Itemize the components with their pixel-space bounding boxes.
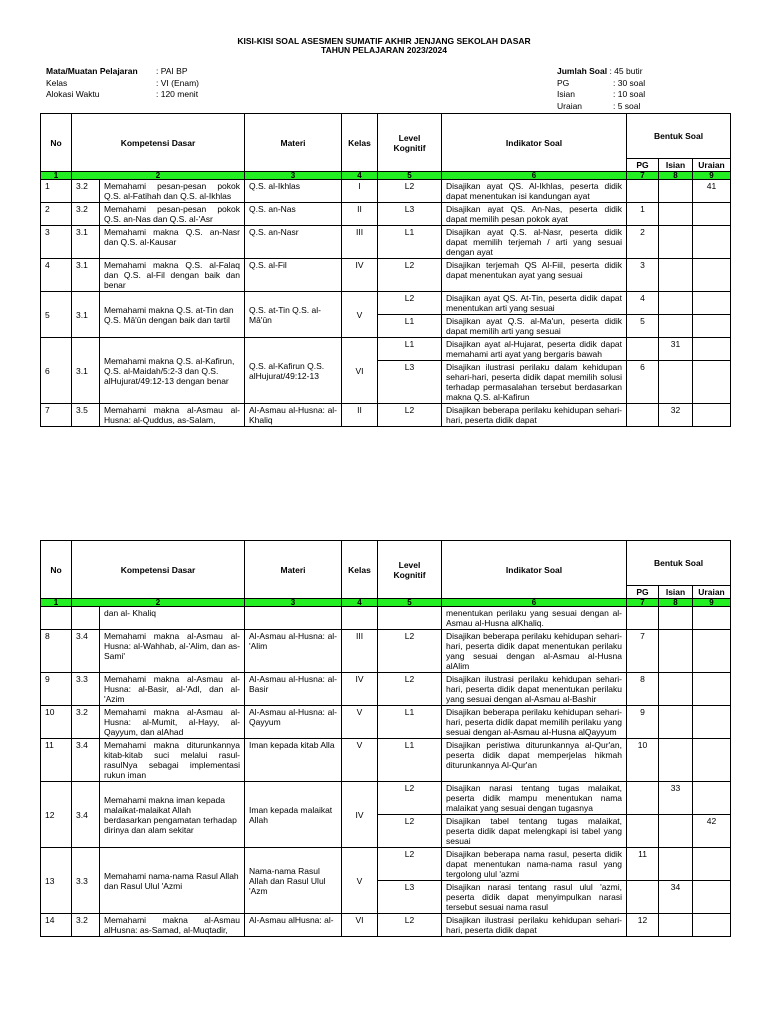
info-value: : 30 soal [613, 77, 646, 88]
level-kognitif: L2 [378, 292, 442, 315]
column-number: 4 [342, 172, 378, 180]
level-kognitif: L3 [378, 881, 442, 914]
column-number: 1 [41, 599, 72, 607]
row-number: 14 [41, 914, 72, 937]
uraian-number [693, 848, 731, 881]
kelas: V [342, 292, 378, 338]
row-number: 10 [41, 706, 72, 739]
pg-number [627, 404, 659, 427]
info-key: Uraian [557, 100, 583, 111]
column-number: 2 [72, 599, 245, 607]
isian-number [659, 361, 693, 404]
isian-number [659, 630, 693, 673]
materi: Al-Asmau al-Husna: al-Basir [245, 673, 342, 706]
materi: Q.S. al-Kafirun Q.S. alHujurat/49:12-13 [245, 338, 342, 404]
kompetensi-dasar: Memahami makna Q.S. al-Kafirun, Q.S. al-Maidah/5:2-3 dan Q.S. alHujurat/49:12-13 dengan benar [100, 338, 245, 404]
kelas: IV [342, 673, 378, 706]
table-row [41, 673, 731, 706]
isian-header: Isian [659, 159, 693, 172]
materi: Iman kepada malaikat Allah [245, 782, 342, 848]
isian-number: 31 [659, 338, 693, 361]
materi: Al-Asmau al-Husna: al-'Alim [245, 630, 342, 673]
table-row [41, 292, 731, 315]
kd-header: Kompetensi Dasar [72, 541, 245, 599]
level-kognitif: L1 [378, 315, 442, 338]
uraian-number [693, 881, 731, 914]
column-number: 9 [693, 172, 731, 180]
info-value: : 120 menit [156, 89, 199, 99]
kelas: VI [342, 914, 378, 937]
level-empty [378, 607, 442, 630]
isian-number [659, 673, 693, 706]
info-left [46, 66, 199, 101]
level-kognitif: L1 [378, 226, 442, 259]
kd-code-empty [72, 607, 100, 630]
pg-number: 4 [627, 292, 659, 315]
table-row [41, 226, 731, 259]
row-number: 7 [41, 404, 72, 427]
kompetensi-dasar: Memahami makna Q.S. an-Nasr dan Q.S. al-Kausar [100, 226, 245, 259]
column-number: 6 [442, 172, 627, 180]
kd-code: 3.3 [72, 673, 100, 706]
kompetensi-dasar: Memahami makna diturunkannya kitab-kitab suci melalui rasul-rasulNya sebagai implementasi rukun iman [100, 739, 245, 782]
isian-number [659, 180, 693, 203]
level-header: Level Kognitif [378, 541, 442, 599]
kompetensi-dasar: dan al- Khaliq [100, 607, 245, 630]
materi-header: Materi [245, 541, 342, 599]
row-number: 2 [41, 203, 72, 226]
uraian-number [693, 226, 731, 259]
kd-code: 3.2 [72, 180, 100, 203]
indikator-soal: Disajikan beberapa perilaku kehidupan sehari-hari, peserta didik dapat [442, 404, 627, 427]
level-kognitif: L2 [378, 630, 442, 673]
level-kognitif: L2 [378, 404, 442, 427]
table-row [41, 203, 731, 226]
materi-header: Materi [245, 114, 342, 172]
uraian-empty [693, 607, 731, 630]
table-row [41, 338, 731, 361]
table-row [41, 739, 731, 782]
indikator-soal: Disajikan ayat Q.S. al-Nasr, peserta didik dapat memilih terjemah / arti yang sesuai dengan ayat [442, 226, 627, 259]
materi: Nama-nama Rasul Allah dan Rasul Ulul 'Azm [245, 848, 342, 914]
materi: Q.S. an-Nas [245, 203, 342, 226]
isian-number: 33 [659, 782, 693, 815]
pg-number [627, 881, 659, 914]
kompetensi-dasar: Memahami makna Q.S. at-Tin dan Q.S. Mā'ūn dengan baik dan tartil [100, 292, 245, 338]
indikator-soal: Disajikan narasi tentang tugas malaikat, peserta didik mampu menentukan nama malaikat yang sesuai dengan tugasnya [442, 782, 627, 815]
isian-number [659, 203, 693, 226]
pg-header: PG [627, 586, 659, 599]
info-key: Mata/Muatan Pelajaran [46, 66, 138, 76]
kelas: III [342, 226, 378, 259]
uraian-header: Uraian [693, 159, 731, 172]
level-kognitif: L3 [378, 203, 442, 226]
level-kognitif: L2 [378, 259, 442, 292]
info-value: : 10 soal [613, 89, 646, 99]
column-number: 5 [378, 599, 442, 607]
kd-header: Kompetensi Dasar [72, 114, 245, 172]
kd-code: 3.4 [72, 782, 100, 848]
kelas: VI [342, 338, 378, 404]
row-number: 5 [41, 292, 72, 338]
row-number: 6 [41, 338, 72, 404]
kompetensi-dasar: Memahami makna al-Asmau al-Husna: al-Quddus, as-Salam, [100, 404, 245, 427]
table-row [41, 404, 731, 427]
materi: Q.S. at-Tin Q.S. al-Mā'ūn [245, 292, 342, 338]
kompetensi-dasar: Memahami pesan-pesan pokok Q.S. al-Fatihah dan Q.S. al-Ikhlas [100, 180, 245, 203]
kd-code: 3.4 [72, 630, 100, 673]
bentuk-soal-header: Bentuk Soal [627, 541, 731, 586]
materi: Al-Asmau alHusna: al- [245, 914, 342, 937]
uraian-number [693, 361, 731, 404]
table-row [41, 914, 731, 937]
info-key: Isian [557, 89, 575, 99]
kompetensi-dasar: Memahami makna Q.S. al-Falaq dan Q.S. al-Fil dengan baik dan benar [100, 259, 245, 292]
kd-code: 3.1 [72, 338, 100, 404]
info-value: : VI (Enam) [156, 77, 199, 88]
uraian-number [693, 404, 731, 427]
indikator-soal: Disajikan ilustrasi perilaku kehidupan sehari-hari, peserta didik dapat [442, 914, 627, 937]
kd-code: 3.4 [72, 739, 100, 782]
isian-number [659, 815, 693, 848]
level-kognitif: L2 [378, 914, 442, 937]
column-number: 6 [442, 599, 627, 607]
level-kognitif: L1 [378, 706, 442, 739]
indikator-soal: menentukan perilaku yang sesuai dengan al-Asmau al-Husna alKhaliq. [442, 607, 627, 630]
kd-code: 3.5 [72, 404, 100, 427]
row-number: 3 [41, 226, 72, 259]
isian-number [659, 706, 693, 739]
level-kognitif: L2 [378, 848, 442, 881]
indikator-soal: Disajikan ayat QS. An-Nas, peserta didik dapat memilih pesan pokok ayat [442, 203, 627, 226]
info-value: : PAI BP [156, 66, 188, 76]
row-number-empty [41, 607, 72, 630]
uraian-number [693, 259, 731, 292]
pg-number: 12 [627, 914, 659, 937]
level-kognitif: L2 [378, 782, 442, 815]
isian-number [659, 259, 693, 292]
isian-number [659, 848, 693, 881]
kd-code: 3.3 [72, 848, 100, 914]
pg-number: 7 [627, 630, 659, 673]
kompetensi-dasar: Memahami makna al-Asmau al-Husna: al-Basir, al-'Adl, dan al-'Azim [100, 673, 245, 706]
isian-number [659, 315, 693, 338]
uraian-number: 41 [693, 180, 731, 203]
level-header: Level Kognitif [378, 114, 442, 172]
row-number: 4 [41, 259, 72, 292]
info-right [557, 66, 645, 112]
row-number: 1 [41, 180, 72, 203]
kompetensi-dasar: Memahami makna al-Asmau al-Husna: al-Wahhab, al-'Alim, dan as-Sami' [100, 630, 245, 673]
uraian-number [693, 203, 731, 226]
column-number: 1 [41, 172, 72, 180]
table-row [41, 706, 731, 739]
pg-header: PG [627, 159, 659, 172]
column-number: 8 [659, 172, 693, 180]
level-kognitif: L1 [378, 739, 442, 782]
indikator-soal: Disajikan peristiwa diturunkannya al-Qur'an, peserta didik dapat memperjelas hikmah diturunkannya Al-Qur'an [442, 739, 627, 782]
pg-number: 8 [627, 673, 659, 706]
kelas-header: Kelas [342, 114, 378, 172]
indikator-soal: Disajikan terjemah QS Al-Fiil, peserta didik dapat menentukan ayat yang sesuai [442, 259, 627, 292]
pg-number: 11 [627, 848, 659, 881]
uraian-number [693, 630, 731, 673]
kelas: III [342, 630, 378, 673]
uraian-number [693, 338, 731, 361]
uraian-number [693, 782, 731, 815]
kelas: V [342, 739, 378, 782]
pg-number [627, 180, 659, 203]
kd-code: 3.1 [72, 226, 100, 259]
kompetensi-dasar: Memahami makna al-Asmau alHusna: as-Samad, al-Muqtadir, [100, 914, 245, 937]
uraian-number [693, 739, 731, 782]
jumlah-value: : 45 butir [609, 66, 643, 76]
isian-number: 34 [659, 881, 693, 914]
level-kognitif: L3 [378, 361, 442, 404]
document-subtitle: TAHUN PELAJARAN 2023/2024 [321, 45, 447, 55]
indikator-soal: Disajikan ilustrasi perilaku kehidupan sehari-hari, peserta didik dapat menentukan perilaku yang sesuai dengan al-Asmau al-Bashir [442, 673, 627, 706]
column-number: 7 [627, 172, 659, 180]
table-row [41, 259, 731, 292]
kelas-header: Kelas [342, 541, 378, 599]
isian-number [659, 226, 693, 259]
materi-empty [245, 607, 342, 630]
kelas-empty [342, 607, 378, 630]
pg-number [627, 782, 659, 815]
level-kognitif: L2 [378, 673, 442, 706]
materi: Q.S. al-Ikhlas [245, 180, 342, 203]
isian-empty [659, 607, 693, 630]
uraian-number [693, 292, 731, 315]
materi: Iman kepada kitab Alla [245, 739, 342, 782]
indikator-soal: Disajikan ayat al-Hujarat, peserta didik dapat memahami arti ayat yang bergaris bawah [442, 338, 627, 361]
pg-number [627, 815, 659, 848]
kelas: I [342, 180, 378, 203]
indikator-soal: Disajikan beberapa nama rasul, peserta didik dapat menentukan nama-nama rasul yang tergolong ulul 'azmi [442, 848, 627, 881]
column-number: 3 [245, 599, 342, 607]
kd-code: 3.1 [72, 259, 100, 292]
uraian-number [693, 914, 731, 937]
level-kognitif: L2 [378, 180, 442, 203]
bentuk-soal-header: Bentuk Soal [627, 114, 731, 159]
kd-code: 3.1 [72, 292, 100, 338]
isian-number [659, 739, 693, 782]
kompetensi-dasar: Memahami nama-nama Rasul Allah dan Rasul Ulul 'Azmi [100, 848, 245, 914]
pg-number: 10 [627, 739, 659, 782]
uraian-number [693, 706, 731, 739]
kelas: IV [342, 782, 378, 848]
level-kognitif: L2 [378, 815, 442, 848]
no-header: No [41, 114, 72, 172]
row-number: 11 [41, 739, 72, 782]
indikator-soal: Disajikan beberapa perilaku kehidupan sehari-hari, peserta didik dapat memilih perilaku yang sesuai dengan al-Asmau al-Husna alQayyum [442, 706, 627, 739]
indikator-header: Indikator Soal [442, 541, 627, 599]
indikator-soal: Disajikan ilustrasi perilaku dalam kehidupan sehari-hari, peserta didik dapat memilih solusi terhadap permasalahan tersebut berdasarkan makna Q.S. al-Kafirun [442, 361, 627, 404]
uraian-number: 42 [693, 815, 731, 848]
kompetensi-dasar: Memahami makna al-Asmau al-Husna: al-Mumit, al-Hayy, al-Qayyum, dan alAhad [100, 706, 245, 739]
kelas: V [342, 706, 378, 739]
column-number: 8 [659, 599, 693, 607]
column-number: 3 [245, 172, 342, 180]
table-row [41, 782, 731, 815]
pg-number: 9 [627, 706, 659, 739]
pg-number: 6 [627, 361, 659, 404]
pg-number: 1 [627, 203, 659, 226]
materi: Q.S. an-Nasr [245, 226, 342, 259]
info-key: Kelas [46, 77, 68, 88]
column-number: 7 [627, 599, 659, 607]
row-number: 13 [41, 848, 72, 914]
uraian-header: Uraian [693, 586, 731, 599]
isian-header: Isian [659, 586, 693, 599]
row-number: 12 [41, 782, 72, 848]
indikator-soal: Disajikan ayat Q.S. al-Ma'un, peserta didik dapat memilih arti yang sesuai [442, 315, 627, 338]
row-number: 9 [41, 673, 72, 706]
pg-number: 5 [627, 315, 659, 338]
kompetensi-dasar: Memahami pesan-pesan pokok Q.S. an-Nas dan Q.S. al-'Asr [100, 203, 245, 226]
indikator-soal: Disajikan ayat QS. Al-Ikhlas, peserta didik dapat menentukan isi kandungan ayat [442, 180, 627, 203]
continuation-row [41, 607, 731, 630]
column-number: 2 [72, 172, 245, 180]
column-number: 5 [378, 172, 442, 180]
kd-code: 3.2 [72, 203, 100, 226]
table-row [41, 848, 731, 881]
column-number: 9 [693, 599, 731, 607]
kelas: V [342, 848, 378, 914]
kisi-kisi-table-page2 [40, 540, 731, 937]
materi: Al-Asmau al-Husna: al-Khaliq [245, 404, 342, 427]
indikator-header: Indikator Soal [442, 114, 627, 172]
isian-number: 32 [659, 404, 693, 427]
pg-empty [627, 607, 659, 630]
column-number: 4 [342, 599, 378, 607]
kelas: II [342, 404, 378, 427]
indikator-soal: Disajikan ayat QS. At-Tin, peserta didik dapat menentukan arti yang sesuai [442, 292, 627, 315]
kd-code: 3.2 [72, 914, 100, 937]
indikator-soal: Disajikan tabel tentang tugas malaikat, peserta didik dapat melengkapi isi tabel yang sesuai [442, 815, 627, 848]
document-title: KISI-KISI SOAL ASESMEN SUMATIF AKHIR JENJANG SEKOLAH DASAR [237, 36, 531, 46]
info-key: Alokasi Waktu [46, 89, 100, 99]
pg-number: 3 [627, 259, 659, 292]
uraian-number [693, 315, 731, 338]
isian-number [659, 914, 693, 937]
no-header: No [41, 541, 72, 599]
kompetensi-dasar: Memahami makna iman kepada malaikat-malaikat Allah berdasarkan pengamatan terhadap dirinya dan alam sekitar [100, 782, 245, 848]
kelas: IV [342, 259, 378, 292]
level-kognitif: L1 [378, 338, 442, 361]
kd-code: 3.2 [72, 706, 100, 739]
indikator-soal: Disajikan beberapa perilaku kehidupan sehari-hari, peserta didik dapat menentukan perilaku yang sesuai dengan al-Asmau al-Husna alAlim [442, 630, 627, 673]
jumlah-key: Jumlah Soal [557, 66, 608, 76]
info-key: PG [557, 77, 570, 88]
materi: Al-Asmau al-Husna: al- Qayyum [245, 706, 342, 739]
table-row [41, 630, 731, 673]
kelas: II [342, 203, 378, 226]
table-row [41, 180, 731, 203]
info-value: : 5 soal [613, 100, 641, 111]
materi: Q.S. al-Fil [245, 259, 342, 292]
indikator-soal: Disajikan narasi tentang rasul ulul 'azmi, peserta didik dapat menyimpulkan narasi tersebut sesuai nama rasul [442, 881, 627, 914]
pg-number [627, 338, 659, 361]
isian-number [659, 292, 693, 315]
uraian-number [693, 673, 731, 706]
kisi-kisi-table-page1 [40, 113, 731, 427]
row-number: 8 [41, 630, 72, 673]
pg-number: 2 [627, 226, 659, 259]
